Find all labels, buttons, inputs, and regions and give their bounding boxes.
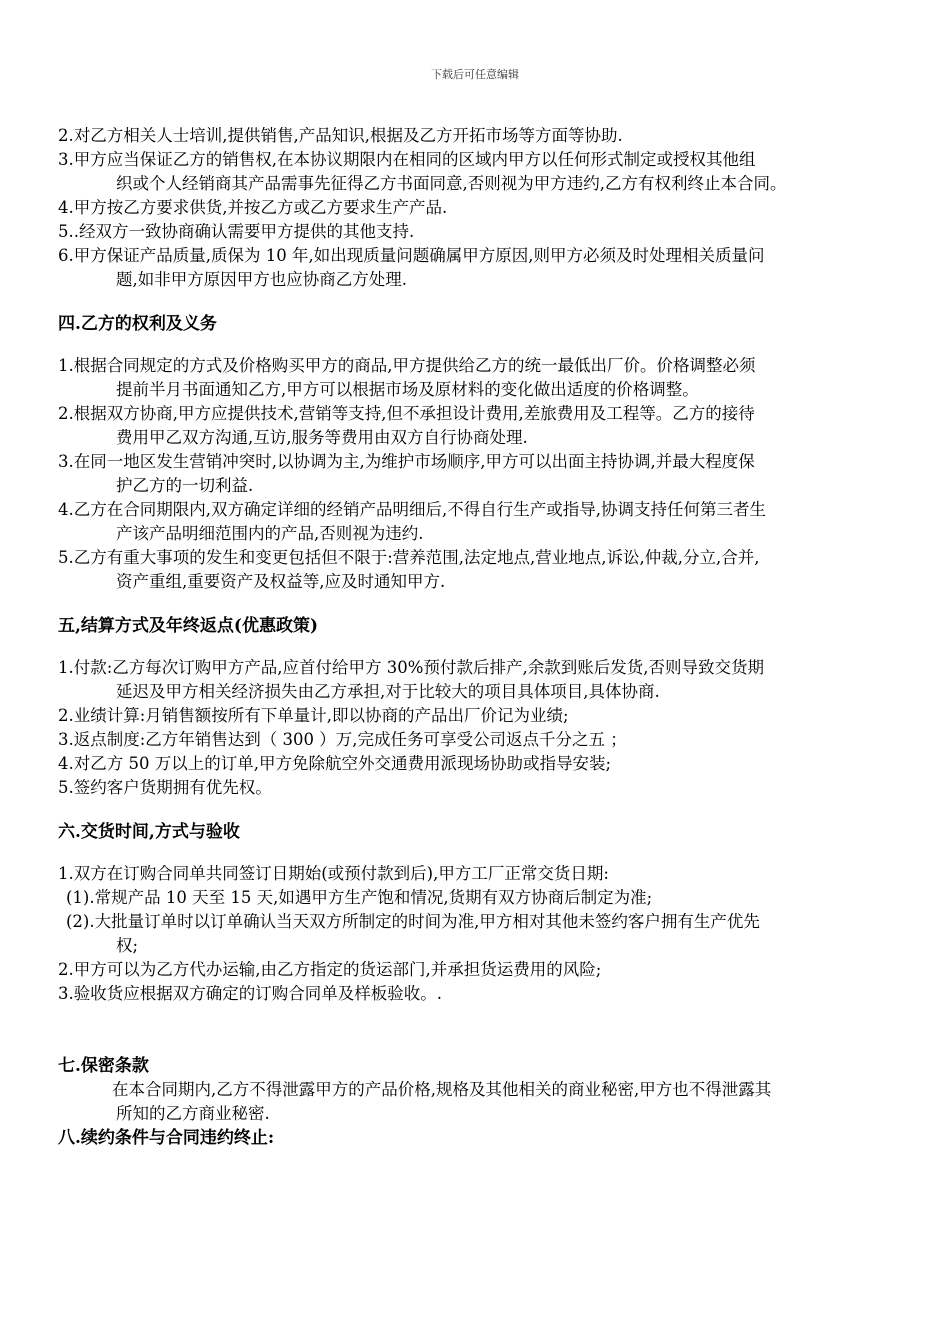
text-line: 5.签约客户货期拥有优先权。	[58, 778, 272, 797]
text-line: 3.甲方应当保证乙方的销售权,在本协议期限内在相同的区域内甲方以任何形式制定或授权其他组	[58, 150, 756, 169]
text-line: 6.甲方保证产品质量,质保为 10 年,如出现质量问题确属甲方原因,则甲方必须及时处理相关质量问	[58, 246, 765, 265]
text-line: 1.付款:乙方每次订购甲方产品,应首付给甲方 30%预付款后排产,余款到账后发货,否则导致交货期	[58, 658, 764, 677]
document-body	[58, 124, 884, 1150]
text-line: 2.业绩计算:月销售额按所有下单量计,即以协商的产品出厂价记为业绩;	[58, 706, 569, 725]
text-line: 2.对乙方相关人士培训,提供销售,产品知识,根据及乙方开拓市场等方面等协助.	[58, 126, 623, 145]
text-line: 4.乙方在合同期限内,双方确定详细的经销产品明细后,不得自行生产或指导,协调支持任何第三者生	[58, 500, 766, 519]
text-line: 4.甲方按乙方要求供货,并按乙方或乙方要求生产产品.	[58, 198, 448, 217]
text-line: 题,如非甲方原因甲方也应协商乙方处理.	[116, 270, 407, 289]
text-line: 所知的乙方商业秘密.	[116, 1104, 270, 1123]
text-line: 2.根据双方协商,甲方应提供技术,营销等支持,但不承担设计费用,差旅费用及工程等。乙方的接待	[58, 404, 755, 423]
text-line: 权;	[116, 936, 139, 955]
text-line: 5..经双方一致协商确认需要甲方提供的其他支持.	[58, 222, 415, 241]
section-heading-5: 五,结算方式及年终返点(优惠政策)	[58, 616, 319, 636]
text-line: 资产重组,重要资产及权益等,应及时通知甲方.	[116, 572, 446, 591]
section-heading-7: 七.保密条款	[58, 1056, 149, 1076]
text-line: 5.乙方有重大事项的发生和变更包括但不限于:营养范围,法定地点,营业地点,诉讼,仲裁,分立,合并,	[58, 548, 760, 567]
section-heading-8: 八.续约条件与合同违约终止:	[58, 1128, 275, 1148]
text-line: 3.在同一地区发生营销冲突时,以协调为主,为维护市场顺序,甲方可以出面主持协调,并最大程度保	[58, 452, 755, 471]
text-line: 提前半月书面通知乙方,甲方可以根据市场及原材料的变化做出适度的价格调整。	[116, 380, 699, 399]
text-line: 1.根据合同规定的方式及价格购买甲方的商品,甲方提供给乙方的统一最低出厂价。价格调整必须	[58, 356, 756, 375]
text-line: 产该产品明细范围内的产品,否则视为违约.	[116, 524, 424, 543]
text-line: 护乙方的一切利益.	[116, 476, 254, 495]
text-line: 2.甲方可以为乙方代办运输,由乙方指定的货运部门,并承担货运费用的风险;	[58, 960, 602, 979]
text-line: 4.对乙方 50 万以上的订单,甲方免除航空外交通费用派现场协助或指导安装;	[58, 754, 612, 773]
page-header: 下载后可任意编辑	[431, 68, 519, 81]
text-line: 织或个人经销商其产品需事先征得乙方书面同意,否则视为甲方违约,乙方有权利终止本合同。	[116, 174, 787, 193]
section-heading-4: 四.乙方的权利及义务	[58, 314, 217, 334]
section-heading-6: 六.交货时间,方式与验收	[58, 822, 240, 842]
text-line: 3.返点制度:乙方年销售达到（ 300 ）万,完成任务可享受公司返点千分之五 ；	[58, 730, 627, 749]
text-line: 延迟及甲方相关经济损失由乙方承担,对于比较大的项目具体项目,具体协商.	[116, 682, 660, 701]
text-line: (1).常规产品 10 天至 15 天,如遇甲方生产饱和情况,货期有双方协商后制定为准;	[66, 888, 653, 907]
text-line: 费用甲乙双方沟通,互访,服务等费用由双方自行协商处理.	[116, 428, 528, 447]
text-line: 3.验收货应根据双方确定的订购合同单及样板验收。.	[58, 984, 442, 1003]
text-line: 在本合同期内,乙方不得泄露甲方的产品价格,规格及其他相关的商业秘密,甲方也不得泄露其	[112, 1080, 772, 1099]
text-line: 1.双方在订购合同单共同签订日期始(或预付款到后),甲方工厂正常交货日期:	[58, 864, 609, 883]
text-line: (2).大批量订单时以订单确认当天双方所制定的时间为准,甲方相对其他未签约客户拥有生产优先	[66, 912, 760, 931]
